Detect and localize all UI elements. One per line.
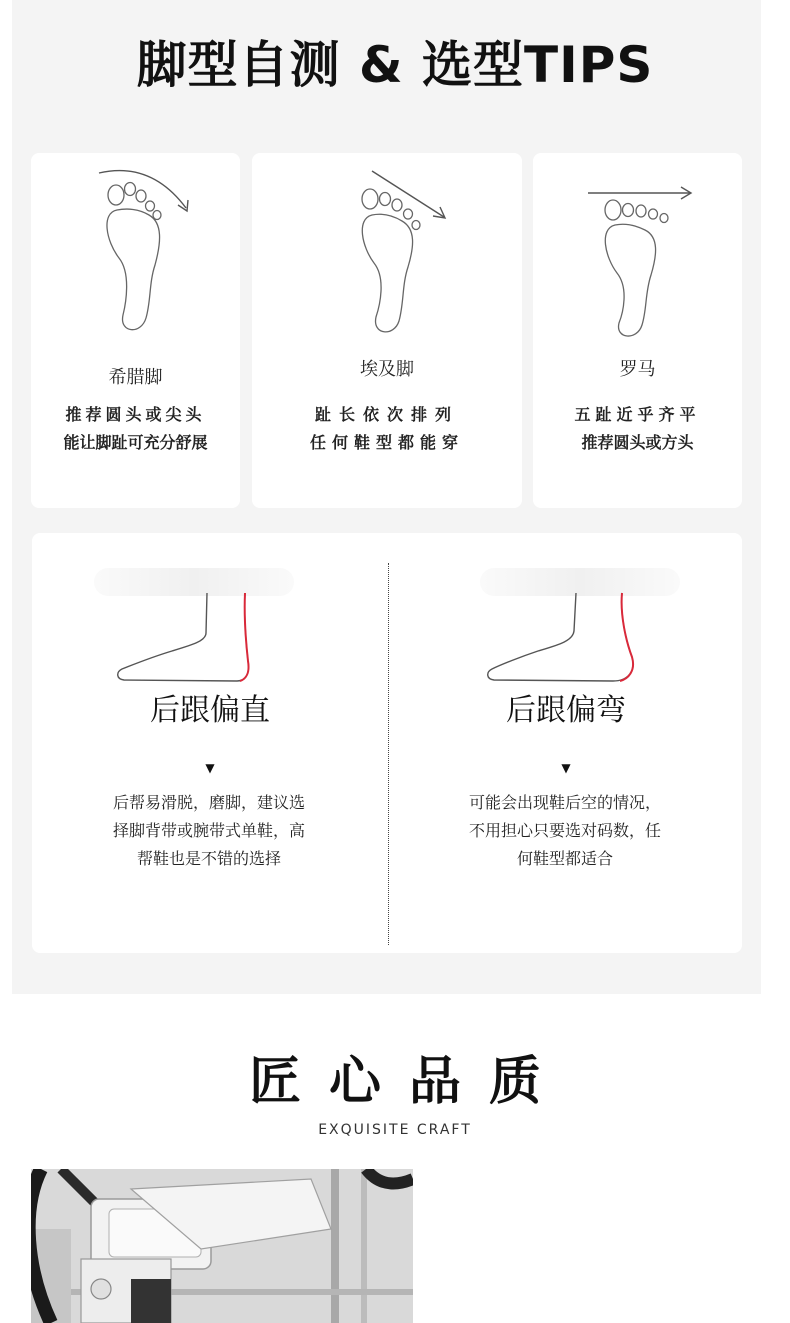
foot-type-name: 埃及脚	[360, 359, 414, 380]
heel-type-name: 后跟偏直	[150, 693, 270, 728]
foot-card-greek	[31, 153, 240, 508]
heel-type-desc-line2: 不用担心只要选对码数，任	[468, 821, 661, 840]
greek-foot-icon	[31, 153, 240, 353]
straight-heel-icon	[32, 533, 388, 683]
roman-foot-icon	[533, 153, 742, 353]
foot-type-desc-line1: 趾长依次排列	[314, 405, 459, 424]
egyptian-foot-icon	[252, 153, 522, 353]
heel-type-desc-line1: 可能会出现鞋后空的情况，	[468, 793, 661, 812]
craft-title: 匠心品质	[248, 1052, 569, 1112]
foot-type-desc-line1: 五趾近乎齐平	[574, 405, 701, 424]
heel-type-card	[32, 533, 742, 953]
heel-type-name: 后跟偏弯	[506, 693, 626, 728]
foot-type-desc-line2: 推荐圆头或方头	[581, 433, 694, 452]
foot-type-desc-line2: 任何鞋型都能穿	[309, 433, 464, 452]
heel-type-desc-line2: 择脚背带或腕带式单鞋，高	[112, 821, 305, 840]
heel-type-desc	[94, 789, 324, 873]
foot-card-roman	[533, 153, 742, 508]
heel-type-desc-line3: 帮鞋也是不错的选择	[136, 849, 281, 868]
craft-machine-photo	[31, 1169, 413, 1323]
down-arrow-icon: ▼	[561, 761, 571, 775]
foot-type-name: 希腊脚	[108, 367, 163, 388]
craft-subtitle: EXQUISITE CRAFT	[318, 1122, 472, 1138]
heel-type-desc-line1: 后帮易滑脱，磨脚，建议选	[112, 793, 305, 812]
foot-card-egyptian	[252, 153, 522, 508]
heel-type-desc	[450, 789, 680, 873]
heel-type-desc-line3: 何鞋型都适合	[516, 849, 613, 868]
curved-heel-icon	[388, 533, 744, 683]
heel-type-straight	[32, 533, 388, 953]
foot-type-desc-line1: 推荐圆头或尖头	[65, 405, 206, 424]
heel-type-curved	[388, 533, 744, 953]
foot-type-name: 罗马	[619, 359, 656, 380]
foot-type-desc-line2: 能让脚趾可充分舒展	[63, 433, 208, 452]
down-arrow-icon: ▼	[205, 761, 215, 775]
robot-arm-image	[31, 1169, 413, 1323]
tips-title: 脚型自测 & 选型TIPS	[136, 36, 654, 94]
